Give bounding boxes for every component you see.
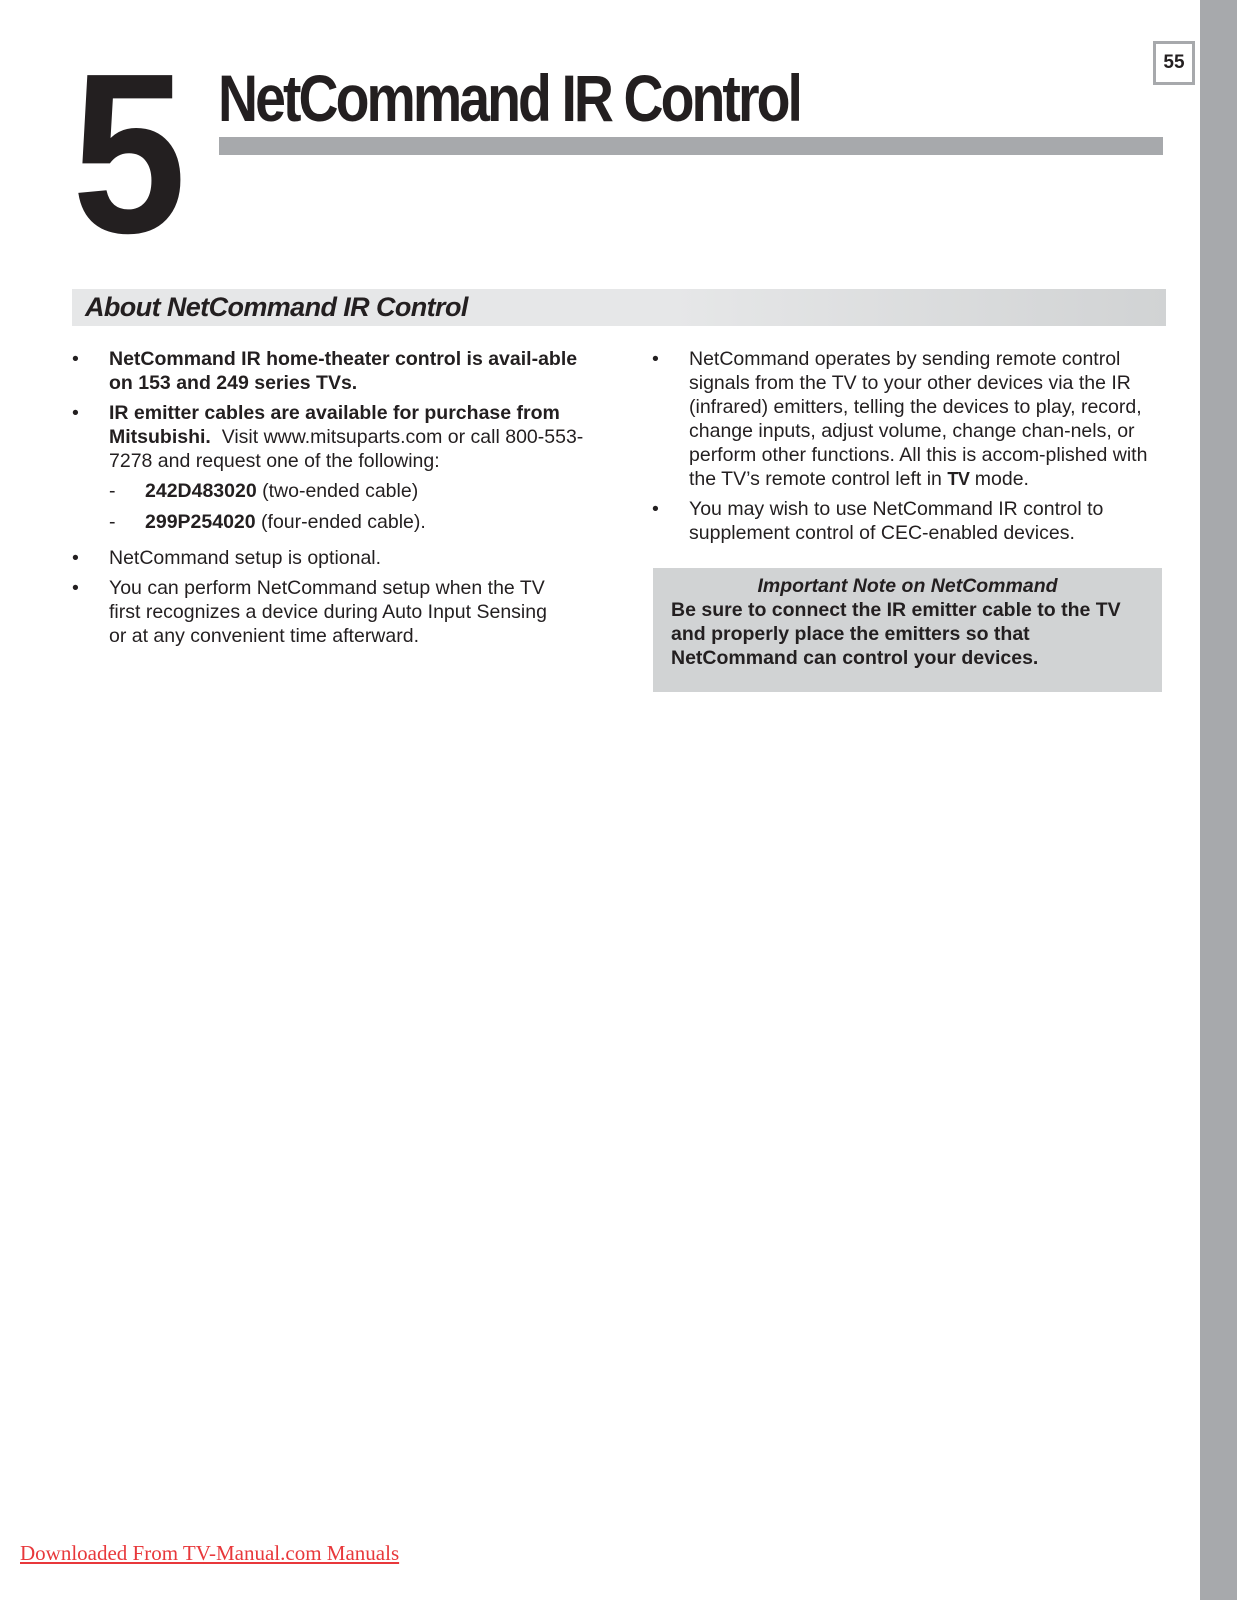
chapter-number: 5: [72, 27, 176, 281]
footer-download-link[interactable]: Downloaded From TV-Manual.com Manuals: [20, 1541, 400, 1565]
list-item: [652, 497, 1159, 545]
dash-icon: -: [109, 511, 116, 533]
part-number: 299P254020: [145, 511, 256, 533]
left-column: [72, 347, 592, 654]
right-column: [652, 347, 1172, 551]
list-item: [652, 347, 1169, 491]
part-number: 242D483020: [145, 480, 257, 502]
list-item: [72, 401, 592, 473]
bullet-text: Visit www.mitsuparts.com or call 800-553-7278 and request one of the following:: [109, 426, 584, 472]
chapter-title: NetCommand IR Control: [218, 61, 800, 135]
bullet-icon: •: [72, 402, 79, 424]
bullet-icon: •: [652, 348, 659, 370]
bullet-icon: •: [72, 547, 79, 569]
bullet-icon: •: [652, 498, 659, 520]
important-note-box: [653, 568, 1162, 692]
bullet-icon: •: [72, 577, 79, 599]
tv-mode-key: TV: [947, 469, 970, 489]
bullet-text: NetCommand operates by sending remote control signals from the TV to your other devices via the IR (infrared) emitters, telling the devices to play, record, change inputs, adjust volume, change chan-nels, or perform other functions. All this is accom-plished with the TV’s remote control left in: [689, 348, 1148, 490]
bullet-bold-text: NetCommand IR home-theater control is avail-able on 153 and 249 series TVs.: [109, 348, 578, 394]
side-bar: [1200, 0, 1237, 1600]
title-rule: [219, 137, 1163, 155]
section-title: About NetCommand IR Control: [85, 292, 468, 322]
page-number: 55: [1153, 41, 1195, 85]
list-item: [72, 347, 592, 395]
list-item: [72, 576, 569, 648]
part-description: (four-ended cable).: [261, 511, 426, 533]
note-body: Be sure to connect the IR emitter cable to the TV and properly place the emitters so that NetCommand can control your devices.: [671, 599, 1121, 669]
part-description: (two-ended cable): [262, 480, 419, 502]
sub-list-item: [72, 479, 592, 503]
bullet-icon: •: [72, 348, 79, 370]
bullet-text: NetCommand setup is optional.: [109, 547, 382, 569]
dash-icon: -: [109, 480, 116, 502]
bullet-text-end: mode.: [974, 468, 1029, 490]
bullet-bold-text: IR emitter cables are available for purchase from Mitsubishi.: [109, 402, 560, 448]
note-title: Important Note on NetCommand: [757, 575, 1058, 597]
sub-list-item: [72, 510, 592, 534]
bullet-text: You can perform NetCommand setup when the TV first recognizes a device during Auto Input Sensing or at any convenient time afterward.: [109, 577, 547, 647]
list-item: [72, 546, 592, 570]
bullet-text: You may wish to use NetCommand IR control to supplement control of CEC-enabled devices.: [689, 498, 1104, 544]
